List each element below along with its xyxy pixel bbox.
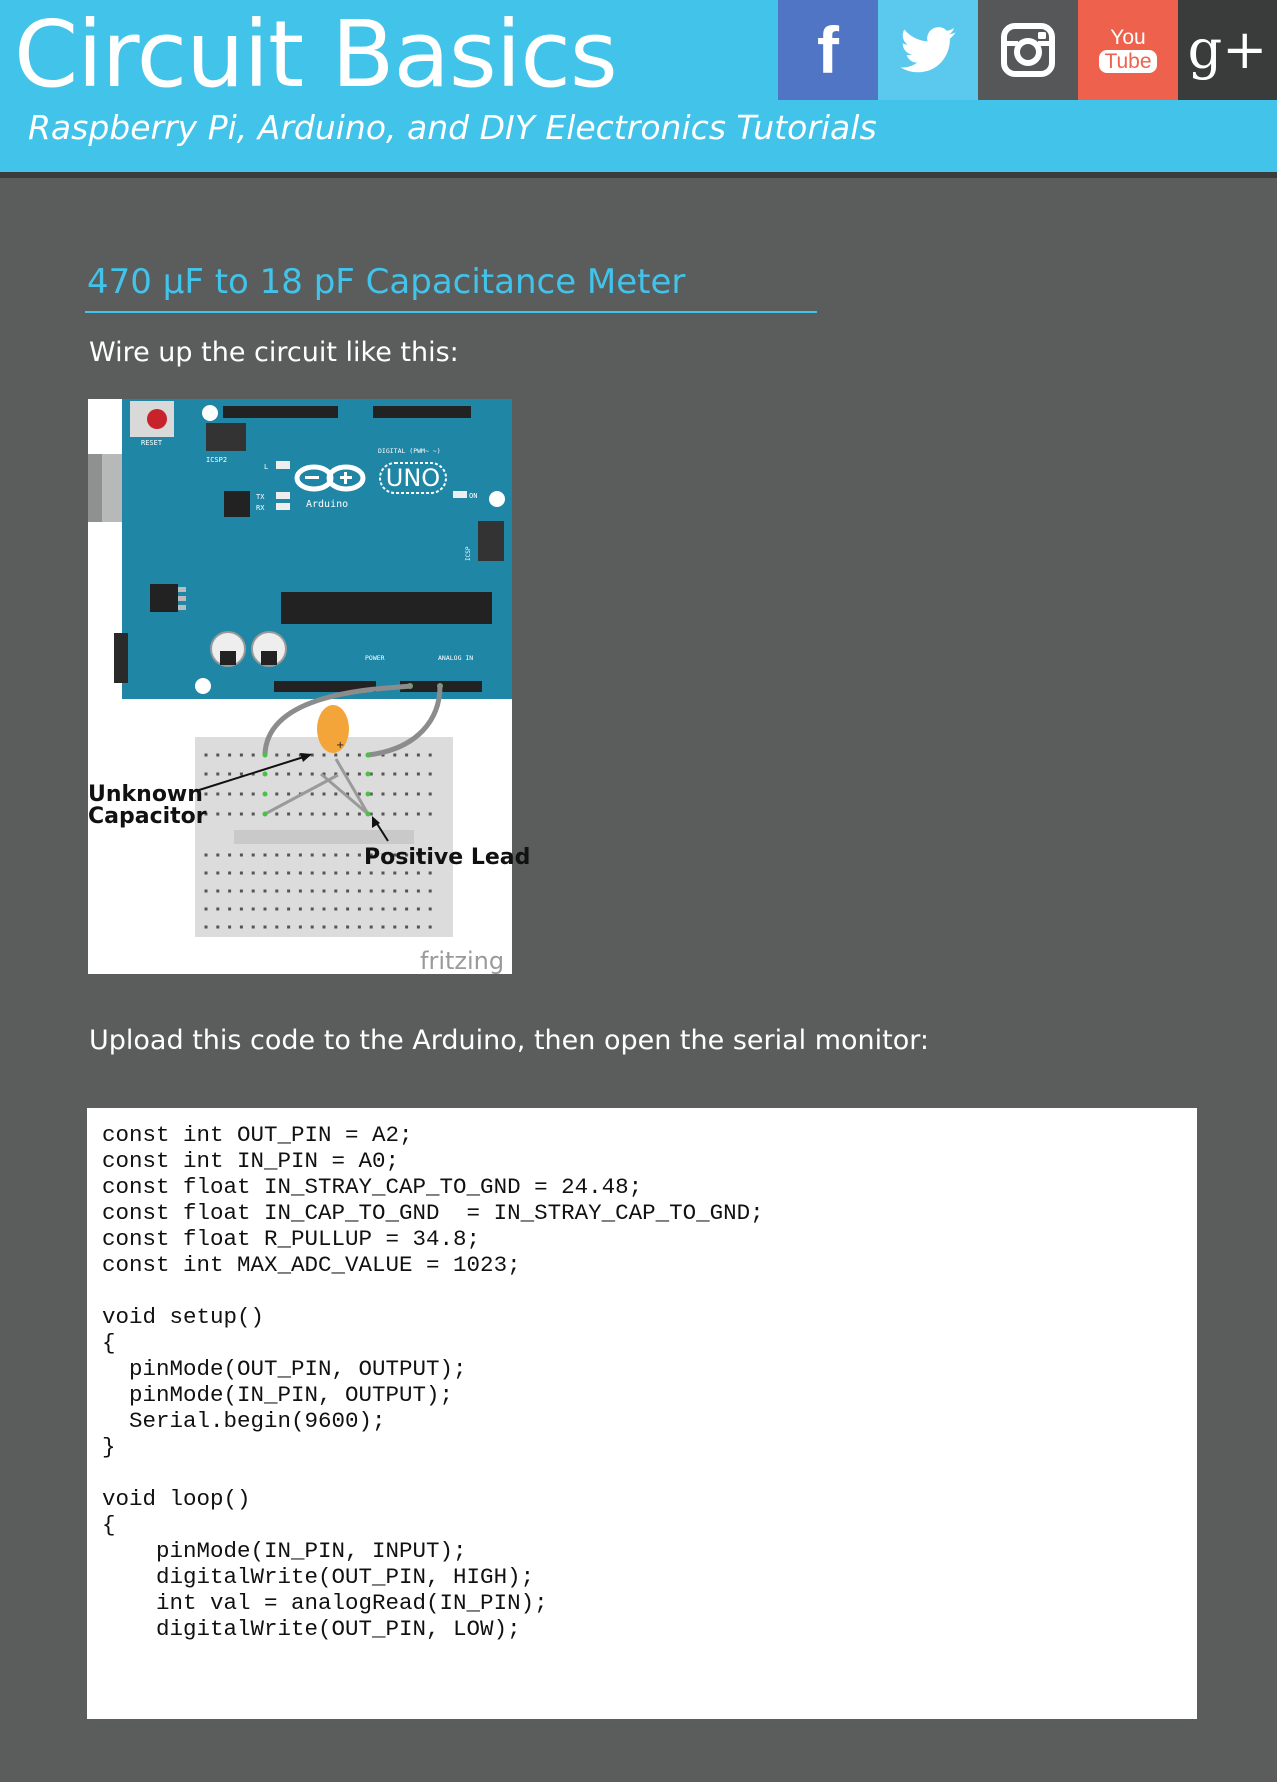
digital-header-1 <box>223 406 338 418</box>
board-label-analog: ANALOG IN <box>438 654 474 662</box>
code-line: const int OUT_PIN = A2; <box>102 1122 413 1148</box>
youtube-icon-text-you: You <box>1110 26 1146 49</box>
circuit-diagram <box>88 399 531 975</box>
board-label-arduino: Arduino <box>306 499 349 510</box>
code-line: const int MAX_ADC_VALUE = 1023; <box>102 1252 521 1278</box>
code-line: digitalWrite(OUT_PIN, LOW); <box>102 1616 521 1642</box>
upload-instruction: Upload this code to the Arduino, then open the serial monitor: <box>89 1025 929 1056</box>
code-line: int val = analogRead(IN_PIN); <box>102 1590 548 1616</box>
code-line: pinMode(IN_PIN, OUTPUT); <box>102 1382 454 1408</box>
twitter-link[interactable] <box>878 0 978 100</box>
code-line: const int IN_PIN = A0; <box>102 1148 400 1174</box>
microcontroller-chip <box>281 592 492 624</box>
code-line: digitalWrite(OUT_PIN, HIGH); <box>102 1564 535 1590</box>
label-positive-lead: Positive Lead <box>364 845 531 870</box>
code-line: } <box>102 1434 116 1460</box>
code-line: const float IN_CAP_TO_GND = IN_STRAY_CAP_TO_GND; <box>102 1200 764 1226</box>
board-label-rx: RX <box>256 504 265 512</box>
intro-text: Wire up the circuit like this: <box>89 337 459 368</box>
facebook-icon: f <box>817 13 839 87</box>
google-plus-link[interactable] <box>1178 0 1277 100</box>
code-line <box>102 1460 764 1486</box>
board-label-icsp: ICSP <box>465 546 472 561</box>
youtube-icon <box>1099 27 1156 73</box>
code-line: pinMode(OUT_PIN, OUTPUT); <box>102 1356 467 1382</box>
board-label-l: L <box>264 463 269 471</box>
instagram-link[interactable] <box>978 0 1078 100</box>
facebook-link[interactable] <box>778 0 878 100</box>
code-block[interactable] <box>87 1108 1197 1719</box>
digital-header-2 <box>373 406 471 418</box>
youtube-link[interactable] <box>1078 0 1178 100</box>
board-label-reset: RESET <box>141 439 163 447</box>
board-label-tx: TX <box>256 493 265 501</box>
instagram-icon <box>1001 23 1055 77</box>
code-line: { <box>102 1512 116 1538</box>
site-title[interactable]: Circuit Basics <box>14 1 617 108</box>
board-label-digital: DIGITAL (PWM~ ~) <box>378 447 441 455</box>
board-label-uno: UNO <box>385 464 441 492</box>
google-plus-icon: g+ <box>1187 18 1268 81</box>
code-line: const float IN_STRAY_CAP_TO_GND = 24.48; <box>102 1174 643 1200</box>
article-title: 470 µF to 18 pF Capacitance Meter <box>87 262 686 302</box>
code-line: void setup() <box>102 1304 265 1330</box>
code-content <box>102 1122 764 1642</box>
twitter-icon <box>900 27 956 73</box>
fritzing-watermark: fritzing <box>420 947 505 975</box>
code-line: Serial.begin(9600); <box>102 1408 386 1434</box>
board-label-icsp2: ICSP2 <box>206 456 228 464</box>
code-line <box>102 1278 764 1304</box>
site-tagline: Raspberry Pi, Arduino, and DIY Electronics Tutorials <box>28 108 877 147</box>
code-line: pinMode(IN_PIN, INPUT); <box>102 1538 467 1564</box>
board-label-on: ON <box>469 492 478 500</box>
code-line: const float R_PULLUP = 34.8; <box>102 1226 481 1252</box>
title-divider <box>85 311 817 313</box>
code-line: { <box>102 1330 116 1356</box>
label-unknown-line2: Capacitor <box>88 804 207 829</box>
label-unknown-line1: Unknown <box>88 782 203 807</box>
circuit-svg <box>88 399 531 975</box>
code-line: void loop() <box>102 1486 251 1512</box>
board-label-power: POWER <box>365 654 385 662</box>
svg-text:+: + <box>336 740 345 751</box>
youtube-icon-text-tube: Tube <box>1099 50 1156 73</box>
site-header <box>0 0 1277 178</box>
